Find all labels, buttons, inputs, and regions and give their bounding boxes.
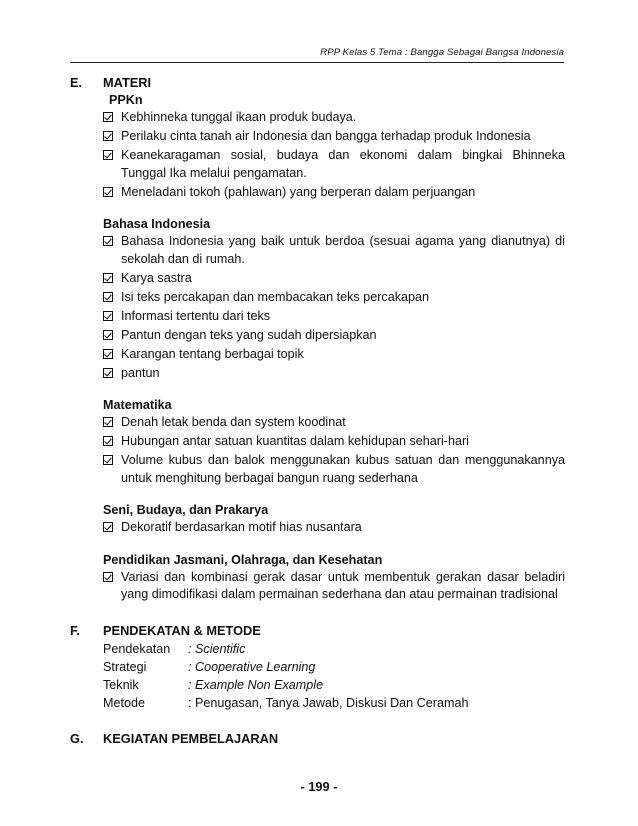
materi-heading-bahasa: Bahasa Indonesia <box>103 217 211 231</box>
checkbox-icon <box>103 368 113 378</box>
list-item: Volume kubus dan balok menggunakan kubus satuan dan menggunakannya untuk menghitung berbagai bangun ruang sederhana <box>103 452 565 487</box>
materi-group-matematika <box>103 396 565 487</box>
checkbox-icon <box>103 417 113 427</box>
list-item: Kebhinneka tunggal ikaan produk budaya. <box>103 109 565 127</box>
materi-heading-ppkn: PPKn <box>109 93 143 107</box>
section-g-letter: G. <box>70 731 84 746</box>
materi-list-pjok <box>103 569 565 604</box>
materi-group-ppkn <box>103 91 565 201</box>
checkbox-icon <box>103 150 113 160</box>
meta-row-pendekatan <box>103 640 565 658</box>
meta-row-metode <box>103 694 565 712</box>
meta-key: Strategi <box>103 660 147 674</box>
meta-value: : Cooperative Learning <box>188 660 316 674</box>
section-f-title: PENDEKATAN & METODE <box>103 623 261 638</box>
materi-list-bahasa <box>103 233 565 382</box>
meta-value: : Scientific <box>188 642 246 656</box>
pendekatan-table <box>103 640 565 712</box>
list-item: Variasi dan kombinasi gerak dasar untuk membentuk gerakan dasar beladiri yang dimodifikasi dalam permainan sederhana dan atau permainan tradisional <box>103 569 565 604</box>
section-f-letter: F. <box>70 623 80 638</box>
running-header: RPP Kelas 5 Tema : Bangga Sebagai Bangsa Indonesia <box>320 47 564 58</box>
list-item: Karya sastra <box>103 270 565 288</box>
checkbox-icon <box>103 455 113 465</box>
checkbox-icon <box>103 311 113 321</box>
meta-row-strategi <box>103 658 565 676</box>
list-item: Isi teks percakapan dan membacakan teks percakapan <box>103 289 565 307</box>
meta-key: Teknik <box>103 678 139 692</box>
meta-key: Pendekatan <box>103 642 171 656</box>
checkbox-icon <box>103 330 113 340</box>
section-e-title: MATERI <box>103 75 152 90</box>
meta-value: : Example Non Example <box>188 678 324 692</box>
checkbox-icon <box>103 436 113 446</box>
checkbox-icon <box>103 112 113 122</box>
checkbox-icon <box>103 522 113 532</box>
header-divider <box>70 62 564 63</box>
materi-heading-pjok: Pendidikan Jasmani, Olahraga, dan Kesehatan <box>103 552 383 567</box>
section-g-title: KEGIATAN PEMBELAJARAN <box>103 731 279 746</box>
list-item: Bahasa Indonesia yang baik untuk berdoa (sesuai agama yang dianutnya) di sekolah dan di rumah. <box>103 233 565 268</box>
page-number: - 199 - <box>300 779 338 794</box>
checkbox-icon <box>103 349 113 359</box>
list-item: Keanekaragaman sosial, budaya dan ekonomi dalam bingkai Bhinneka Tunggal Ika melalui pengamatan. <box>103 147 565 182</box>
list-item: Karangan tentang berbagai topik <box>103 346 565 364</box>
materi-group-pjok <box>103 551 565 604</box>
materi-heading-matematika: Matematika <box>103 398 172 412</box>
meta-value: : Penugasan, Tanya Jawab, Diskusi Dan Ceramah <box>188 696 469 710</box>
list-item: Pantun dengan teks yang sudah dipersiapkan <box>103 327 565 345</box>
list-item: pantun <box>103 365 565 383</box>
section-e-letter: E. <box>70 75 83 90</box>
materi-list-ppkn <box>103 109 565 201</box>
checkbox-icon <box>103 236 113 246</box>
meta-row-teknik <box>103 676 565 694</box>
checkbox-icon <box>103 273 113 283</box>
checkbox-icon <box>103 131 113 141</box>
checkbox-icon <box>103 572 113 582</box>
meta-key: Metode <box>103 696 146 710</box>
list-item: Perilaku cinta tanah air Indonesia dan bangga terhadap produk Indonesia <box>103 128 565 146</box>
list-item: Hubungan antar satuan kuantitas dalam kehidupan sehari-hari <box>103 433 565 451</box>
materi-content <box>103 91 565 618</box>
checkbox-icon <box>103 187 113 197</box>
materi-list-sbdp <box>103 519 565 537</box>
list-item: Denah letak benda dan system koodinat <box>103 414 565 432</box>
list-item: Dekoratif berdasarkan motif hias nusantara <box>103 519 565 537</box>
list-item: Meneladani tokoh (pahlawan) yang berperan dalam perjuangan <box>103 184 565 202</box>
materi-list-matematika <box>103 414 565 487</box>
checkbox-icon <box>103 292 113 302</box>
list-item: Informasi tertentu dari teks <box>103 308 565 326</box>
materi-group-sbdp <box>103 501 565 537</box>
materi-heading-sbdp: Seni, Budaya, dan Prakarya <box>103 503 269 517</box>
materi-group-bahasa <box>103 215 565 382</box>
